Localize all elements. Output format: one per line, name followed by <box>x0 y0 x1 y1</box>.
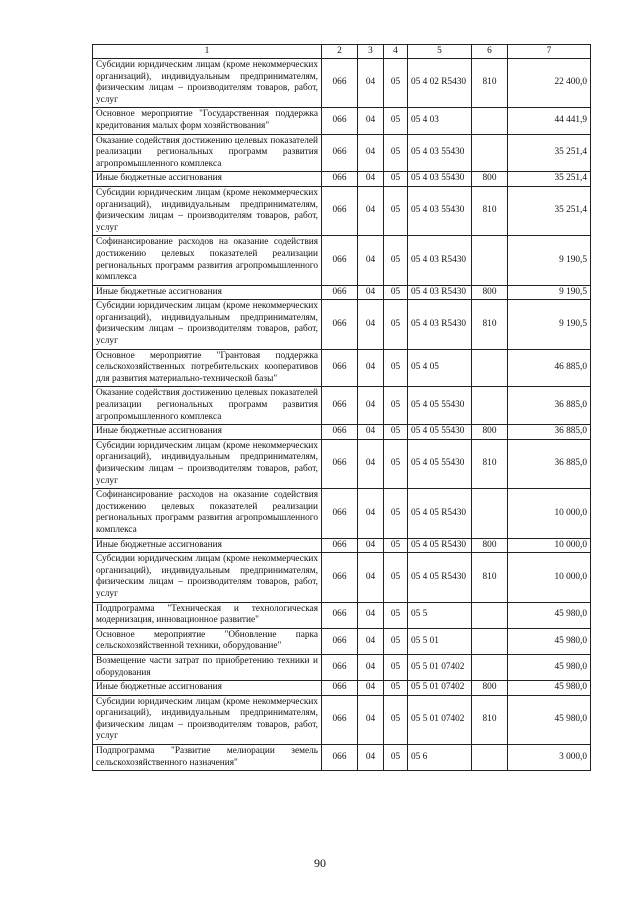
header-cell: 5 <box>408 45 472 59</box>
row-name-cell: Иные бюджетные ассигнования <box>93 172 322 187</box>
row-expense-type-cell: 810 <box>472 300 508 349</box>
row-grbs-cell: 066 <box>322 681 358 696</box>
row-amount-cell: 35 251,4 <box>508 172 591 187</box>
row-grbs-cell: 066 <box>322 186 358 235</box>
row-expense-type-cell: 810 <box>472 439 508 488</box>
row-amount-cell: 35 251,4 <box>508 186 591 235</box>
row-name-cell: Иные бюджетные ассигнования <box>93 538 322 553</box>
table-row <box>93 439 591 488</box>
row-name-cell: Субсидии юридическим лицам (кроме некоммерческих организаций), индивидуальным предпринимателям, физическим лицам – производителям товаров, работ, услуг <box>93 695 322 744</box>
row-subsection-cell: 05 <box>384 681 408 696</box>
table-row <box>93 300 591 349</box>
row-target-article-cell: 05 4 03 R5430 <box>408 285 472 300</box>
row-amount-cell: 35 251,4 <box>508 134 591 172</box>
row-section-cell: 04 <box>358 439 384 488</box>
row-subsection-cell: 05 <box>384 349 408 387</box>
row-amount-cell: 44 441,9 <box>508 108 591 134</box>
row-name-cell: Подпрограмма "Техническая и технологическая модернизация, инновационное развитие" <box>93 602 322 628</box>
row-expense-type-cell <box>472 349 508 387</box>
row-name-cell: Субсидии юридическим лицам (кроме некоммерческих организаций), индивидуальным предпринимателям, физическим лицам – производителям товаров, работ, услуг <box>93 59 322 108</box>
row-subsection-cell: 05 <box>384 134 408 172</box>
row-section-cell: 04 <box>358 425 384 440</box>
row-expense-type-cell <box>472 387 508 425</box>
row-section-cell: 04 <box>358 134 384 172</box>
row-expense-type-cell <box>472 489 508 538</box>
row-grbs-cell: 066 <box>322 628 358 654</box>
row-target-article-cell: 05 5 01 07402 <box>408 695 472 744</box>
row-amount-cell: 45 980,0 <box>508 681 591 696</box>
header-cell: 1 <box>93 45 322 59</box>
row-name-cell: Субсидии юридическим лицам (кроме некоммерческих организаций), индивидуальным предпринимателям, физическим лицам – производителям товаров, работ, услуг <box>93 186 322 235</box>
row-grbs-cell: 066 <box>322 300 358 349</box>
row-name-cell: Иные бюджетные ассигнования <box>93 425 322 440</box>
row-amount-cell: 36 885,0 <box>508 425 591 440</box>
row-grbs-cell: 066 <box>322 172 358 187</box>
row-expense-type-cell: 810 <box>472 186 508 235</box>
table-row <box>93 628 591 654</box>
row-subsection-cell: 05 <box>384 745 408 771</box>
row-target-article-cell: 05 4 05 55430 <box>408 439 472 488</box>
row-target-article-cell: 05 4 03 55430 <box>408 186 472 235</box>
row-section-cell: 04 <box>358 349 384 387</box>
row-subsection-cell: 05 <box>384 553 408 602</box>
row-amount-cell: 22 400,0 <box>508 59 591 108</box>
row-subsection-cell: 05 <box>384 538 408 553</box>
header-cell: 3 <box>358 45 384 59</box>
table-row <box>93 387 591 425</box>
row-amount-cell: 10 000,0 <box>508 489 591 538</box>
row-name-cell: Подпрограмма "Развитие мелиорации земель сельскохозяйственного назначения" <box>93 745 322 771</box>
row-subsection-cell: 05 <box>384 425 408 440</box>
row-section-cell: 04 <box>358 628 384 654</box>
row-amount-cell: 10 000,0 <box>508 538 591 553</box>
row-expense-type-cell: 810 <box>472 553 508 602</box>
table-header-row <box>93 45 591 59</box>
row-target-article-cell: 05 6 <box>408 745 472 771</box>
row-name-cell: Иные бюджетные ассигнования <box>93 285 322 300</box>
row-expense-type-cell: 800 <box>472 172 508 187</box>
row-target-article-cell: 05 4 03 55430 <box>408 172 472 187</box>
row-target-article-cell: 05 5 01 07402 <box>408 654 472 680</box>
row-section-cell: 04 <box>358 186 384 235</box>
row-expense-type-cell <box>472 236 508 285</box>
row-subsection-cell: 05 <box>384 489 408 538</box>
row-target-article-cell: 05 4 03 55430 <box>408 134 472 172</box>
row-target-article-cell: 05 5 01 <box>408 628 472 654</box>
table-row <box>93 602 591 628</box>
row-expense-type-cell: 810 <box>472 59 508 108</box>
table-row <box>93 489 591 538</box>
row-section-cell: 04 <box>358 285 384 300</box>
row-amount-cell: 45 980,0 <box>508 628 591 654</box>
budget-table <box>92 44 591 771</box>
row-amount-cell: 9 190,5 <box>508 236 591 285</box>
row-grbs-cell: 066 <box>322 602 358 628</box>
row-expense-type-cell: 810 <box>472 695 508 744</box>
table-row <box>93 172 591 187</box>
row-name-cell: Субсидии юридическим лицам (кроме некоммерческих организаций), индивидуальным предпринимателям, физическим лицам – производителям товаров, работ, услуг <box>93 439 322 488</box>
row-grbs-cell: 066 <box>322 236 358 285</box>
row-name-cell: Софинансирование расходов на оказание содействия достижению целевых показателей реализации региональных программ развития агропромышленного комплекса <box>93 236 322 285</box>
row-grbs-cell: 066 <box>322 439 358 488</box>
table-row <box>93 186 591 235</box>
row-name-cell: Оказание содействия достижению целевых показателей реализации региональных программ развития агропромышленного комплекса <box>93 387 322 425</box>
table-row <box>93 681 591 696</box>
row-target-article-cell: 05 4 03 <box>408 108 472 134</box>
row-section-cell: 04 <box>358 236 384 285</box>
row-name-cell: Основное мероприятие "Государственная поддержка кредитования малых форм хозяйствования" <box>93 108 322 134</box>
row-section-cell: 04 <box>358 300 384 349</box>
row-amount-cell: 45 980,0 <box>508 654 591 680</box>
row-target-article-cell: 05 5 <box>408 602 472 628</box>
row-amount-cell: 36 885,0 <box>508 439 591 488</box>
row-expense-type-cell <box>472 628 508 654</box>
row-grbs-cell: 066 <box>322 745 358 771</box>
table-row <box>93 134 591 172</box>
row-name-cell: Иные бюджетные ассигнования <box>93 681 322 696</box>
row-section-cell: 04 <box>358 108 384 134</box>
row-expense-type-cell <box>472 108 508 134</box>
row-subsection-cell: 05 <box>384 285 408 300</box>
row-subsection-cell: 05 <box>384 387 408 425</box>
header-cell: 7 <box>508 45 591 59</box>
row-grbs-cell: 066 <box>322 425 358 440</box>
table-row <box>93 695 591 744</box>
row-expense-type-cell <box>472 654 508 680</box>
row-subsection-cell: 05 <box>384 602 408 628</box>
row-section-cell: 04 <box>358 538 384 553</box>
row-name-cell: Возмещение части затрат по приобретению техники и оборудования <box>93 654 322 680</box>
table-row <box>93 553 591 602</box>
row-target-article-cell: 05 5 01 07402 <box>408 681 472 696</box>
row-expense-type-cell: 800 <box>472 681 508 696</box>
row-target-article-cell: 05 4 05 <box>408 349 472 387</box>
row-amount-cell: 45 980,0 <box>508 695 591 744</box>
row-grbs-cell: 066 <box>322 59 358 108</box>
row-subsection-cell: 05 <box>384 300 408 349</box>
row-target-article-cell: 05 4 03 R5430 <box>408 236 472 285</box>
row-section-cell: 04 <box>358 654 384 680</box>
row-section-cell: 04 <box>358 602 384 628</box>
row-amount-cell: 45 980,0 <box>508 602 591 628</box>
table-row <box>93 349 591 387</box>
row-subsection-cell: 05 <box>384 59 408 108</box>
table-row <box>93 745 591 771</box>
row-section-cell: 04 <box>358 695 384 744</box>
table-row <box>93 285 591 300</box>
row-amount-cell: 36 885,0 <box>508 387 591 425</box>
row-target-article-cell: 05 4 05 55430 <box>408 425 472 440</box>
row-subsection-cell: 05 <box>384 186 408 235</box>
row-expense-type-cell: 800 <box>472 285 508 300</box>
row-subsection-cell: 05 <box>384 654 408 680</box>
row-grbs-cell: 066 <box>322 489 358 538</box>
row-section-cell: 04 <box>358 553 384 602</box>
table-row <box>93 425 591 440</box>
row-name-cell: Основное мероприятие "Обновление парка сельскохозяйственной техники, оборудование" <box>93 628 322 654</box>
row-grbs-cell: 066 <box>322 538 358 553</box>
row-target-article-cell: 05 4 02 R5430 <box>408 59 472 108</box>
header-cell: 4 <box>384 45 408 59</box>
row-subsection-cell: 05 <box>384 236 408 285</box>
row-target-article-cell: 05 4 05 55430 <box>408 387 472 425</box>
row-grbs-cell: 066 <box>322 553 358 602</box>
row-amount-cell: 9 190,5 <box>508 285 591 300</box>
table-row <box>93 108 591 134</box>
row-subsection-cell: 05 <box>384 439 408 488</box>
row-section-cell: 04 <box>358 59 384 108</box>
row-grbs-cell: 066 <box>322 695 358 744</box>
row-grbs-cell: 066 <box>322 108 358 134</box>
header-cell: 2 <box>322 45 358 59</box>
table-body <box>93 59 591 771</box>
row-target-article-cell: 05 4 05 R5430 <box>408 553 472 602</box>
row-expense-type-cell: 800 <box>472 538 508 553</box>
row-subsection-cell: 05 <box>384 108 408 134</box>
header-cell: 6 <box>472 45 508 59</box>
row-expense-type-cell <box>472 745 508 771</box>
table-row <box>93 538 591 553</box>
row-section-cell: 04 <box>358 387 384 425</box>
row-section-cell: 04 <box>358 745 384 771</box>
row-amount-cell: 10 000,0 <box>508 553 591 602</box>
table-row <box>93 59 591 108</box>
row-target-article-cell: 05 4 05 R5430 <box>408 538 472 553</box>
row-grbs-cell: 066 <box>322 387 358 425</box>
row-subsection-cell: 05 <box>384 695 408 744</box>
row-amount-cell: 3 000,0 <box>508 745 591 771</box>
row-name-cell: Субсидии юридическим лицам (кроме некоммерческих организаций), индивидуальным предпринимателям, физическим лицам – производителям товаров, работ, услуг <box>93 300 322 349</box>
row-name-cell: Субсидии юридическим лицам (кроме некоммерческих организаций), индивидуальным предпринимателям, физическим лицам – производителям товаров, работ, услуг <box>93 553 322 602</box>
row-target-article-cell: 05 4 05 R5430 <box>408 489 472 538</box>
row-name-cell: Оказание содействия достижению целевых показателей реализации региональных программ развития агропромышленного комплекса <box>93 134 322 172</box>
row-expense-type-cell <box>472 134 508 172</box>
table-row <box>93 654 591 680</box>
row-section-cell: 04 <box>358 681 384 696</box>
page-number: 90 <box>314 856 326 870</box>
row-subsection-cell: 05 <box>384 172 408 187</box>
table-row <box>93 236 591 285</box>
row-grbs-cell: 066 <box>322 134 358 172</box>
row-expense-type-cell: 800 <box>472 425 508 440</box>
row-name-cell: Софинансирование расходов на оказание содействия достижению целевых показателей реализации региональных программ развития агропромышленного комплекса <box>93 489 322 538</box>
row-amount-cell: 9 190,5 <box>508 300 591 349</box>
row-section-cell: 04 <box>358 172 384 187</box>
row-grbs-cell: 066 <box>322 349 358 387</box>
row-amount-cell: 46 885,0 <box>508 349 591 387</box>
row-section-cell: 04 <box>358 489 384 538</box>
row-target-article-cell: 05 4 03 R5430 <box>408 300 472 349</box>
row-grbs-cell: 066 <box>322 654 358 680</box>
row-subsection-cell: 05 <box>384 628 408 654</box>
row-grbs-cell: 066 <box>322 285 358 300</box>
row-expense-type-cell <box>472 602 508 628</box>
row-name-cell: Основное мероприятие "Грантовая поддержка сельскохозяйственных потребительских кооперативов для развития материально-технической базы" <box>93 349 322 387</box>
